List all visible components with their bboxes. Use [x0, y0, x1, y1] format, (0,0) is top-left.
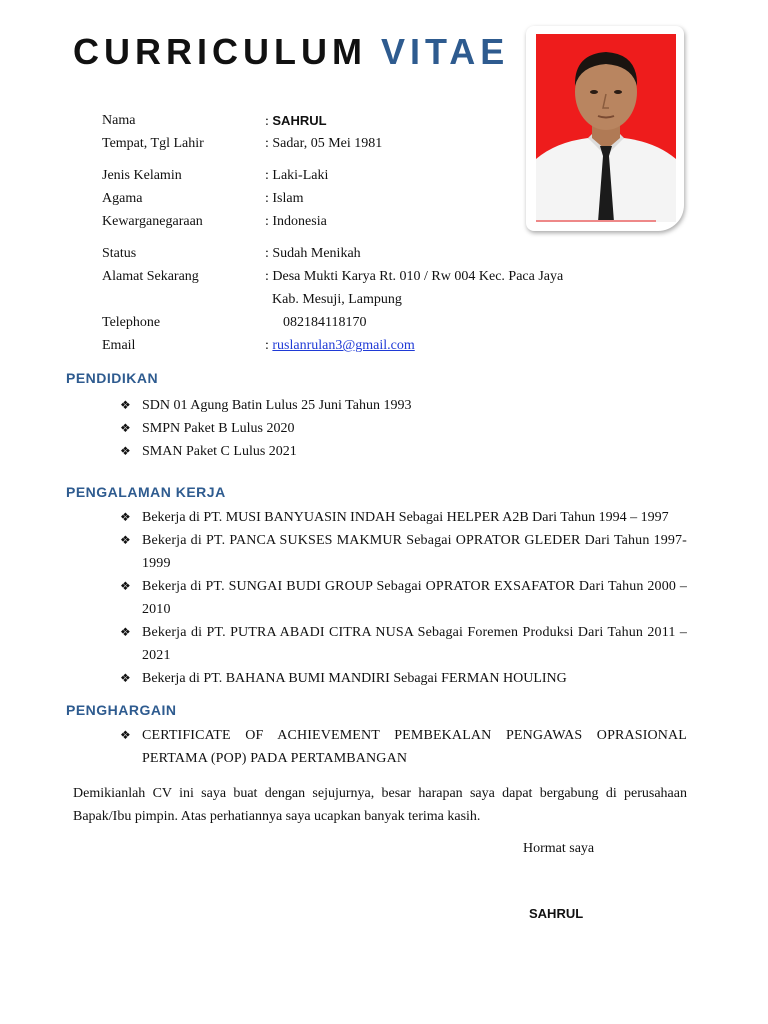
diamond-bullet-icon: ❖ — [120, 579, 131, 593]
title-curriculum: CURRICULUM — [73, 31, 367, 72]
diamond-bullet-icon: ❖ — [120, 671, 131, 685]
name-value: : SAHRUL — [265, 113, 327, 129]
education-item-text: SDN 01 Agung Batin Lulus 25 Juni Tahun 1993 — [142, 398, 412, 413]
work-item-text: Bekerja di PT. BAHANA BUMI MANDIRI Sebagai FERMAN HOULING — [142, 671, 567, 686]
citizenship-value: : Indonesia — [265, 214, 327, 229]
phone-value: 082184118170 — [283, 315, 367, 330]
gender-value: : Laki-Laki — [265, 168, 329, 183]
citizenship-label: Kewarganegaraan — [102, 214, 203, 229]
diamond-bullet-icon: ❖ — [120, 510, 131, 524]
list-item — [120, 575, 687, 621]
diamond-bullet-icon: ❖ — [120, 421, 131, 435]
page-title — [73, 30, 509, 74]
gender-label: Jenis Kelamin — [102, 168, 182, 183]
diamond-bullet-icon: ❖ — [120, 533, 131, 547]
work-item-text: Bekerja di PT. SUNGAI BUDI GROUP Sebagai OPRATOR EXSAFATOR Dari Tahun 2000 – 2010 — [142, 579, 687, 617]
education-item-text: SMAN Paket C Lulus 2021 — [142, 444, 297, 459]
profile-photo — [536, 34, 676, 222]
section-title-education: PENDIDIKAN — [66, 370, 159, 386]
birth-value: : Sadar, 05 Mei 1981 — [265, 136, 383, 151]
status-label: Status — [102, 246, 137, 261]
address-label: Alamat Sekarang — [102, 269, 199, 284]
list-item — [120, 667, 687, 690]
email-label: Email — [102, 338, 136, 353]
list-item — [120, 621, 687, 667]
address-value-line1: : Desa Mukti Karya Rt. 010 / Rw 004 Kec. Paca Jaya — [265, 269, 564, 284]
religion-label: Agama — [102, 191, 143, 206]
education-item-text: SMPN Paket B Lulus 2020 — [142, 421, 295, 436]
address-value-line2: Kab. Mesuji, Lampung — [272, 292, 402, 307]
list-item — [120, 724, 687, 770]
name-label: Nama — [102, 113, 136, 128]
list-item — [120, 529, 687, 575]
name-value-text: SAHRUL — [272, 113, 327, 128]
profile-photo-frame — [526, 26, 684, 231]
email-link[interactable]: ruslanrulan3@gmail.com — [272, 338, 415, 353]
list-item — [120, 506, 687, 529]
phone-label: Telephone — [102, 315, 161, 330]
work-item-text: Bekerja di PT. MUSI BANYUASIN INDAH Sebagai HELPER A2B Dari Tahun 1994 – 1997 — [142, 510, 669, 525]
diamond-bullet-icon: ❖ — [120, 398, 131, 412]
work-item-text: Bekerja di PT. PANCA SUKSES MAKMUR Sebagai OPRATOR GLEDER Dari Tahun 1997-1999 — [142, 533, 687, 571]
work-item-text: Bekerja di PT. PUTRA ABADI CITRA NUSA Sebagai Foremen Produksi Dari Tahun 2011 – 2021 — [142, 625, 687, 663]
signature-name: SAHRUL — [529, 906, 584, 921]
closing-paragraph: Demikianlah CV ini saya buat dengan sejujurnya, besar harapan saya dapat bergabung di perusahaan Bapak/Ibu pimpin. Atas perhatiannya saya ucapkan banyak terima kasih. — [73, 786, 687, 824]
section-title-work: PENGALAMAN KERJA — [66, 484, 226, 500]
email-value: : ruslanrulan3@gmail.com — [265, 338, 415, 353]
list-item — [120, 394, 687, 417]
list-item — [120, 440, 687, 463]
status-value: : Sudah Menikah — [265, 246, 361, 261]
list-item — [120, 417, 687, 440]
portrait-photo-icon — [536, 34, 676, 222]
closing-greeting: Hormat saya — [523, 841, 595, 856]
title-vitae: VITAE — [380, 31, 510, 72]
section-title-awards: PENGHARGAIN — [66, 702, 177, 718]
birth-label: Tempat, Tgl Lahir — [102, 136, 204, 151]
diamond-bullet-icon: ❖ — [120, 444, 131, 458]
diamond-bullet-icon: ❖ — [120, 625, 131, 639]
religion-value: : Islam — [265, 191, 304, 206]
award-item-text: CERTIFICATE OF ACHIEVEMENT PEMBEKALAN PENGAWAS OPRASIONAL PERTAMA (POP) PADA PERTAMBANGAN — [142, 728, 687, 766]
diamond-bullet-icon: ❖ — [120, 728, 131, 742]
